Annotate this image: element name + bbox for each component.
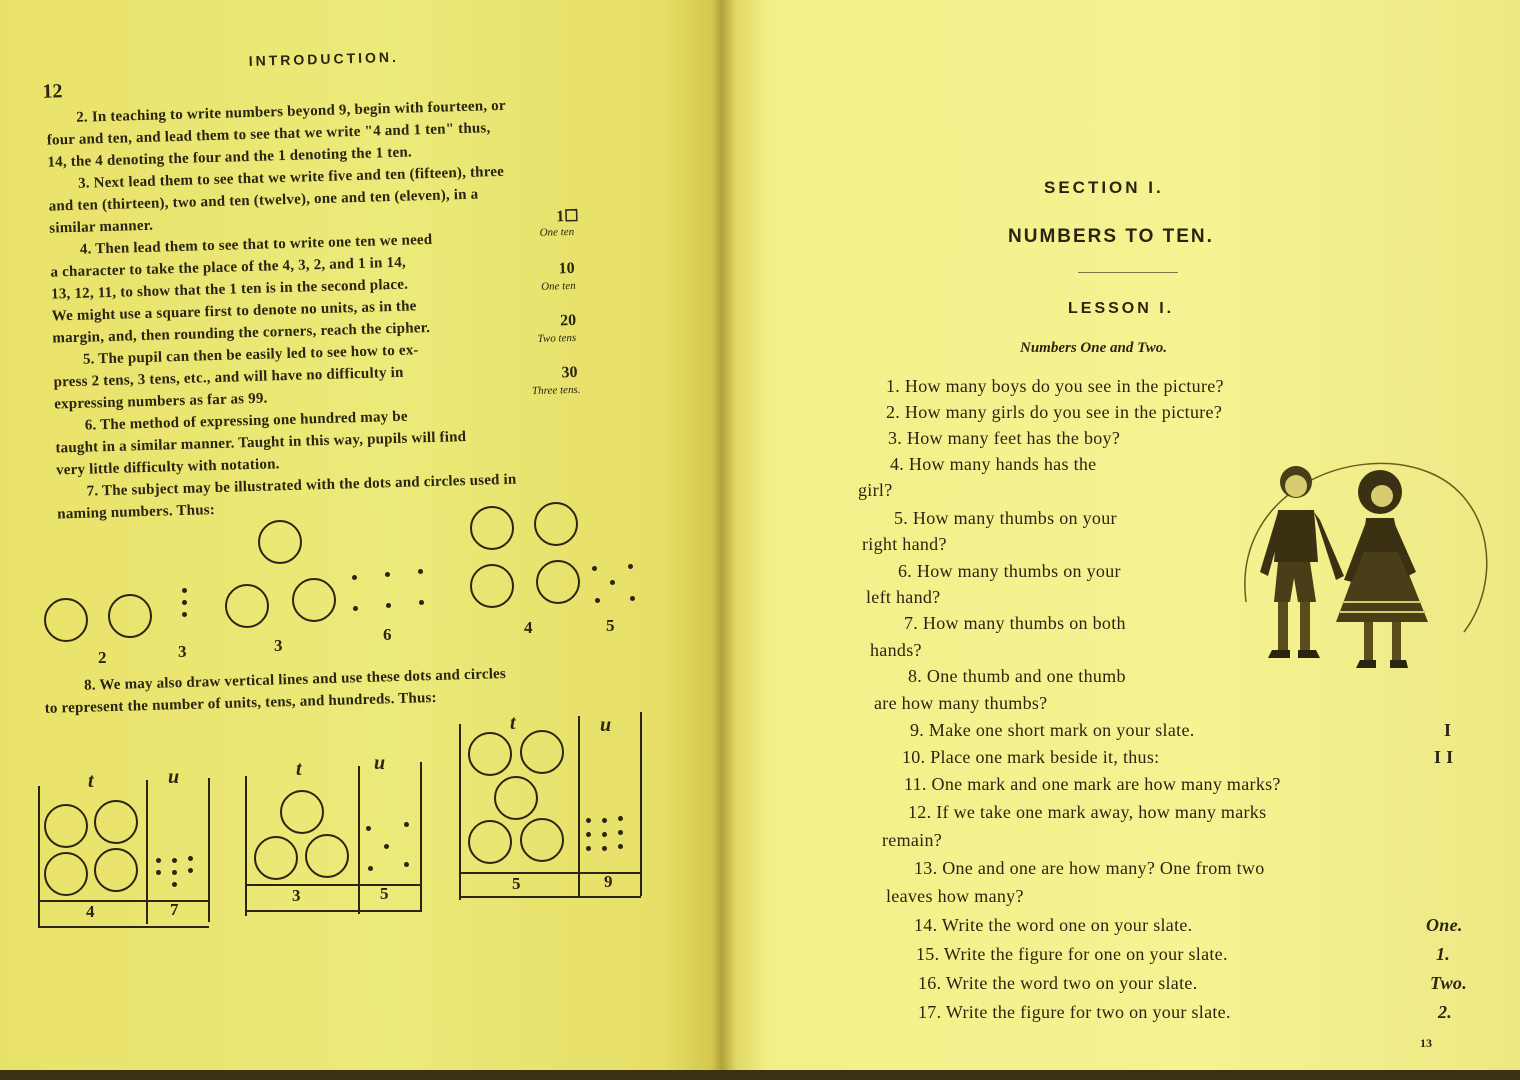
paragraph-line: to represent the number of units, tens, and hundreds. Thus: (44, 689, 437, 717)
section-title: NUMBERS TO TEN. (1008, 226, 1214, 247)
question-line: 5. How many thumbs on your (894, 508, 1117, 528)
paragraph-line: and ten (thirteen), two and ten (twelve), one and ten (eleven), in a (48, 186, 479, 215)
question-line: girl? (858, 480, 893, 500)
margin-figure: 30 (561, 363, 578, 382)
figure-label: 5 (606, 616, 615, 635)
paragraph-line: a character to take the place of the 4, 3, 2, and 1 in 14, (50, 254, 407, 281)
paragraph-line: 5. The pupil can then be easily led to see how to ex- (82, 342, 419, 368)
question-line: 1. How many boys do you see in the picture? (886, 376, 1224, 396)
paragraph-line: naming numbers. Thus: (57, 502, 216, 523)
lesson-heading: LESSON I. (1068, 300, 1175, 317)
answer-word: Two. (1430, 973, 1468, 993)
right-page (722, 0, 1520, 1070)
question-line: 4. How many hands has the (890, 454, 1097, 474)
margin-figure: 20 (559, 311, 577, 330)
tens-header: t (88, 770, 94, 792)
book-gutter (712, 0, 736, 1070)
paragraph-line: expressing numbers as far as 99. (54, 390, 268, 413)
answer-mark: I (1444, 720, 1452, 740)
left-page (0, 0, 722, 1070)
tens-header: t (510, 712, 516, 734)
lesson-subtitle: Numbers One and Two. (1020, 340, 1167, 356)
margin-figure: 1☐ (555, 207, 579, 226)
tens-value: 4 (86, 902, 95, 921)
question-line: 2. How many girls do you see in the picture? (886, 402, 1223, 422)
units-header: u (600, 714, 612, 736)
margin-figure: 10 (558, 259, 575, 278)
page-number: 12 (42, 80, 63, 103)
margin-label: One ten (539, 225, 575, 239)
paragraph-line: margin, and, then rounding the corners, reach the cipher. (52, 319, 431, 347)
paragraph-line: 3. Next lead them to see that we write five and ten (fifteen), three (77, 163, 505, 192)
margin-label: Two tens (537, 331, 577, 345)
answer-figure: 2. (1438, 1002, 1453, 1022)
paragraph-line: taught in a similar manner. Taught in this way, pupils will find (55, 429, 467, 457)
question-line: 17. Write the figure for two on your slate. (918, 1002, 1231, 1022)
question-line: 6. How many thumbs on your (898, 561, 1121, 581)
paragraph-line: 2. In teaching to write numbers beyond 9, begin with fourteen, or (76, 97, 506, 126)
question-line: 10. Place one mark beside it, thus: (902, 747, 1160, 767)
paragraph-line: 8. We may also draw vertical lines and use these dots and circles (83, 666, 507, 694)
tens-header: t (296, 758, 302, 780)
figure-label: 3 (178, 642, 187, 661)
figure-label: 2 (98, 648, 107, 667)
divider (1078, 272, 1178, 273)
paragraph-line: We might use a square first to denote no units, as in the (51, 298, 417, 325)
question-line: 9. Make one short mark on your slate. (910, 720, 1195, 740)
units-value: 7 (170, 900, 179, 919)
paragraph-line: similar manner. (49, 217, 154, 237)
question-line: 3. How many feet has the boy? (888, 428, 1121, 448)
units-header: u (168, 766, 180, 788)
question-line: hands? (870, 640, 922, 660)
units-header: u (374, 752, 386, 774)
question-line: remain? (882, 830, 943, 850)
question-line: are how many thumbs? (874, 693, 1048, 713)
question-line: leaves how many? (886, 886, 1024, 906)
answer-figure: 1. (1436, 944, 1451, 964)
section-heading: SECTION I. (1044, 178, 1164, 197)
answer-word: One. (1426, 915, 1463, 935)
figure-label: 4 (524, 618, 533, 637)
paragraph-line: 13, 12, 11, to show that the 1 ten is in the second place. (50, 276, 409, 303)
children-illustration (1232, 452, 1502, 702)
paragraph-line: 14, the 4 denoting the four and the 1 denoting the 1 ten. (47, 144, 413, 171)
units-value: 5 (380, 884, 389, 903)
question-line: 8. One thumb and one thumb (908, 666, 1126, 686)
question-line: 13. One and one are how many? One from two (914, 858, 1265, 878)
question-line: left hand? (866, 587, 941, 607)
paragraph-line: press 2 tens, 3 tens, etc., and will have no difficulty in (53, 364, 404, 391)
question-line: 12. If we take one mark away, how many marks (908, 802, 1267, 822)
paragraph-line: 4. Then lead them to see that to write one ten we need (79, 231, 433, 258)
paragraph-line: 7. The subject may be illustrated with the dots and circles used in (86, 471, 517, 500)
margin-label: One ten (540, 279, 576, 293)
question-line: 15. Write the figure for one on your slate. (916, 944, 1228, 964)
answer-mark: I I (1434, 747, 1454, 767)
question-line: right hand? (862, 534, 947, 554)
para8-block (0, 0, 737, 1080)
figure-label: 6 (383, 625, 392, 644)
question-line: 7. How many thumbs on both (904, 613, 1126, 633)
units-value: 9 (604, 872, 613, 891)
figure-label: 3 (274, 636, 283, 655)
page-number: 13 (1420, 1036, 1432, 1050)
margin-label: Three tens. (531, 383, 581, 398)
paragraph-line: four and ten, and lead them to see that we write "4 and 1 ten" thus, (46, 120, 491, 149)
question-line: 14. Write the word one on your slate. (914, 915, 1193, 935)
question-line: 16. Write the word two on your slate. (918, 973, 1198, 993)
question-line: 11. One mark and one mark are how many marks? (904, 774, 1281, 794)
paragraph-line: very little difficulty with notation. (55, 456, 280, 479)
running-head: INTRODUCTION. (248, 48, 400, 69)
tens-value: 3 (292, 886, 301, 905)
tens-value: 5 (512, 874, 521, 893)
paragraph-line: 6. The method of expressing one hundred may be (84, 408, 408, 434)
